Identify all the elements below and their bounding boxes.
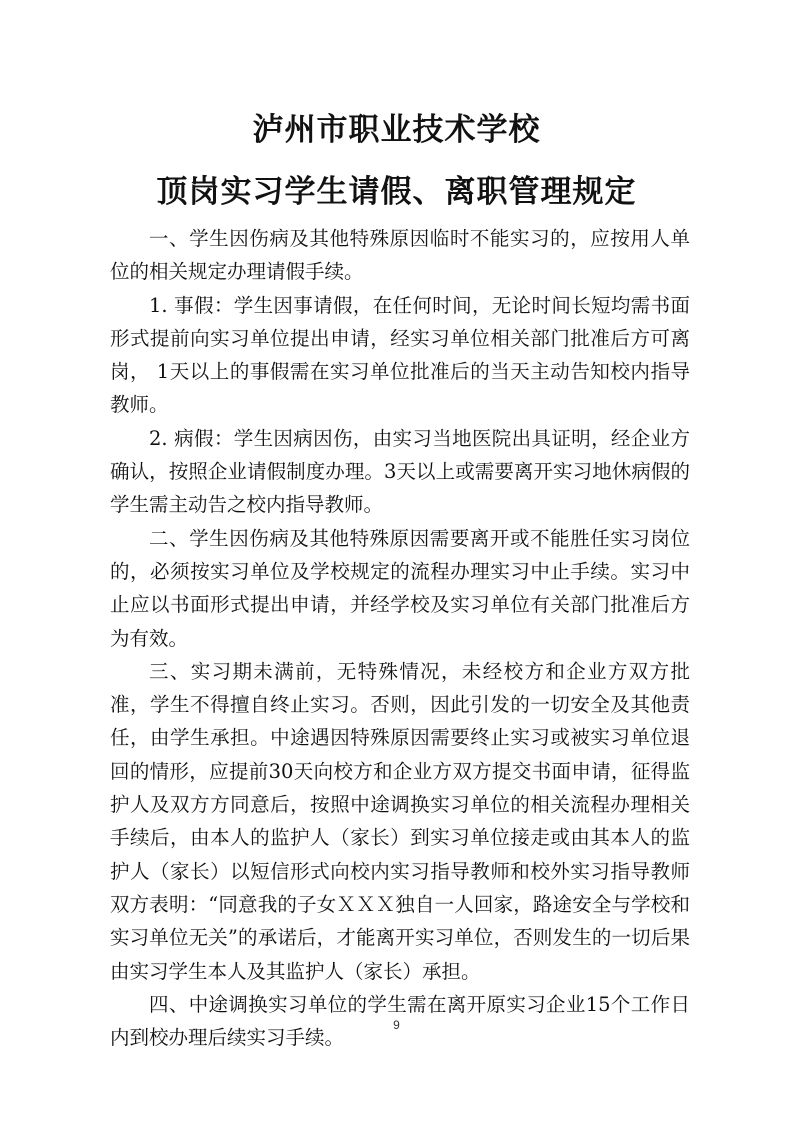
- document-title: 泸州市职业技术学校: [252, 112, 541, 148]
- paragraph-4: 二、学生因伤病及其他特殊原因需要离开或不能胜任实习岗位的，必须按实习单位及学校规定的流程办理实习中止手续。实习中止应以书面形式提出申请，并经学校及实习单位有关部门批准后方为有效。: [110, 526, 690, 650]
- page-number: 9: [393, 1018, 400, 1032]
- paragraph-6: 四、中途调换实习单位的学生需在离开原实习企业15个工作日内到校办理后续实习手续。: [110, 992, 690, 1050]
- paragraph-1: 一、学生因伤病及其他特殊原因临时不能实习的，应按用人单位的相关规定办理请假手续。: [110, 227, 690, 284]
- document-subtitle: 顶岗实习学生请假、离职管理规定: [156, 174, 637, 210]
- paragraph-5: 三、实习期未满前，无特殊情况，未经校方和企业方双方批准，学生不得擅自终止实习。否则，因此引发的一切安全及其他责任，由学生承担。中途遇因特殊原因需要终止实习或被实习单位退回的情形，应提前30天向校方和企业方双方提交书面申请，征得监护人及双方方同意后，按照中途调换实习单位的相关流程办理相关手续后，由本人的监护人（家长）到实习单位接走或由其本人的监护人（家长）以短信形式向校内实习指导教师和校外实习指导教师双方表明：“同意我的子女ＸＸＸ独自一人回家，路途安全与学校和实习单位无关”的承诺后，才能离开实习单位，否则发生的一切后果由实习学生本人及其监护人（家长）承担。: [110, 659, 690, 983]
- paragraph-3: 2. 病假：学生因病因伤，由实习当地医院出具证明，经企业方确认，按照企业请假制度办理。3天以上或需要离开实习地休病假的学生需主动告之校内指导教师。: [110, 426, 690, 517]
- document-body: [110, 222, 690, 1054]
- paragraph-2: 1. 事假：学生因事请假，在任何时间，无论时间长短均需书面形式提前向实习单位提出申请，经实习单位相关部门批准后方可离岗， 1天以上的事假需在实习单位批准后的当天主动告知校内指导教师。: [110, 293, 690, 417]
